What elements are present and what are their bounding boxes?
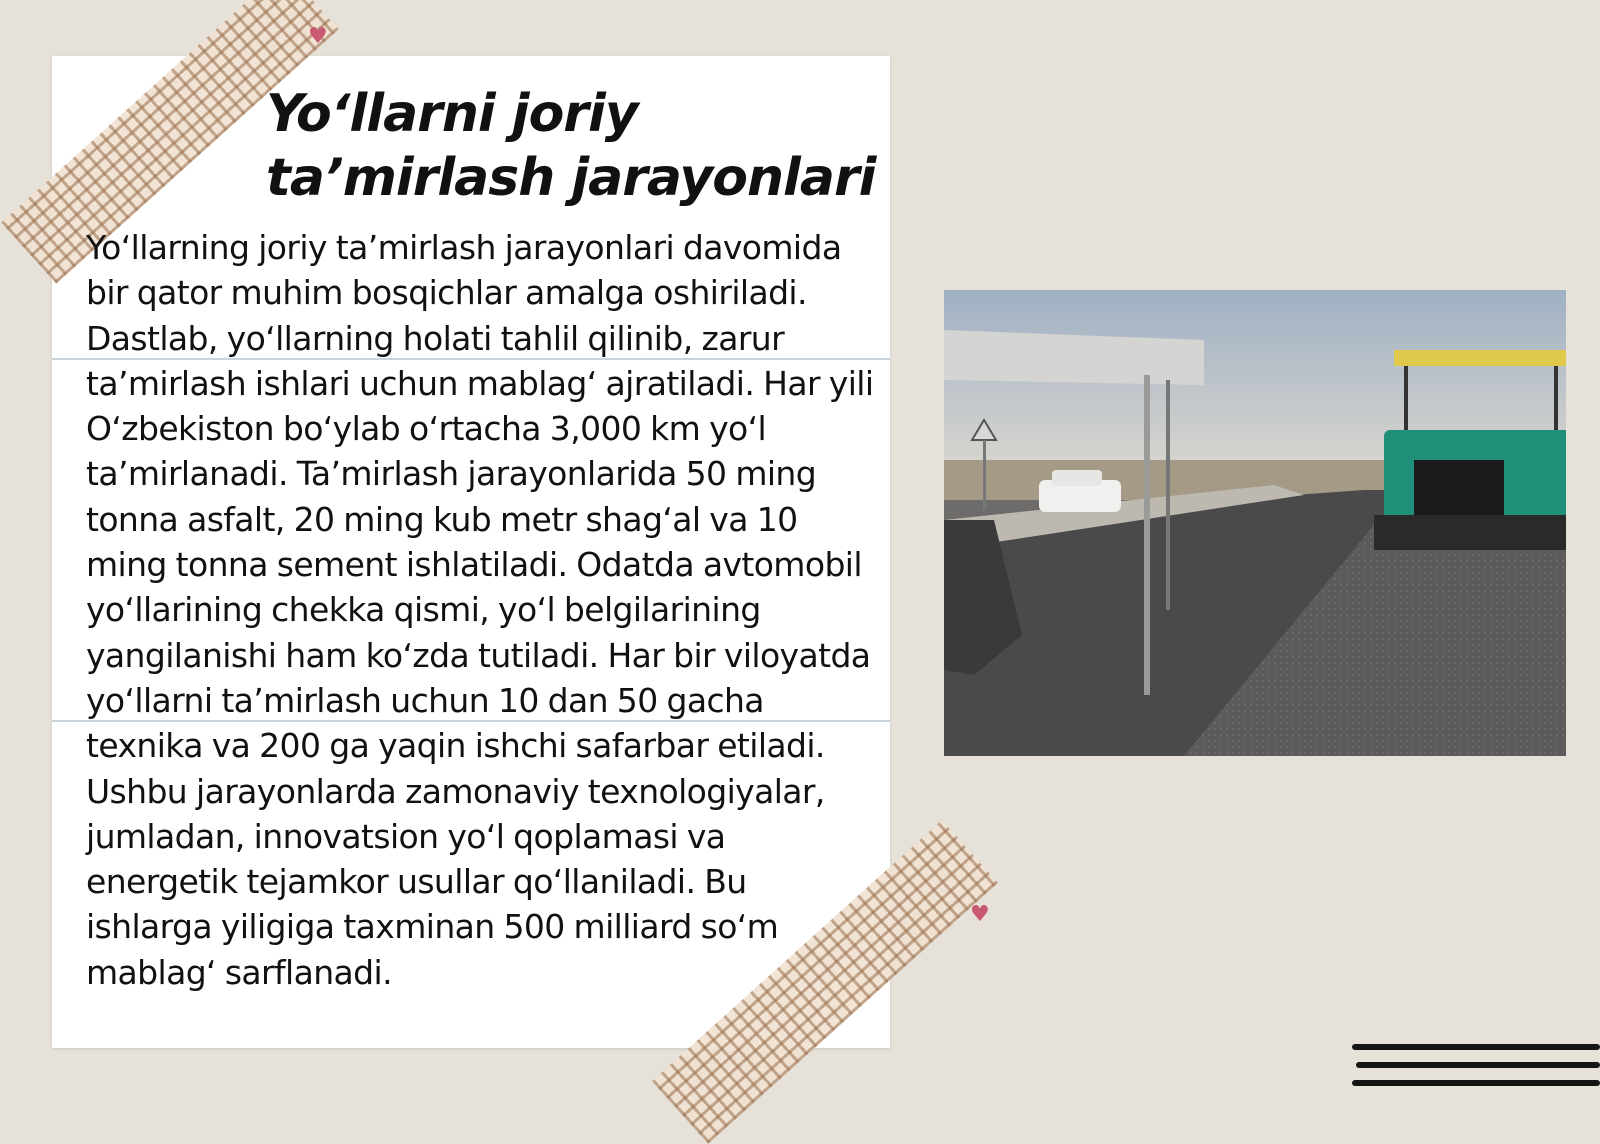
road-paving-photo (944, 290, 1566, 756)
heart-icon: ♥ (308, 24, 328, 49)
slide-body-text: Yo‘llarning joriy ta’mirlash jarayonlari davomida bir qator muhim bosqichlar amalga oshiriladi. Dastlab, yo‘llarning holati tahlil qilinib, zarur ta’mirlash ishlari uchun mablag‘ ajratiladi. Har yili O‘zbekiston bo‘ylab o‘rtacha 3,000 km yo‘l ta’mirlanadi. Ta’mirlash jarayonlarida 50 ming tonna asfalt, 20 ming kub metr shag‘al va 10 ming tonna sement ishlatiladi. Odatda avtomobil yo‘llarining chekka qismi, yo‘l belgilarining yangilanishi ham ko‘zda tutiladi. Har bir viloyatda yo‘llarni ta’mirlash uchun 10 dan 50 gacha texnika va 200 ga yaqin ishchi safarbar etiladi. Ushbu jarayonlarda zamonaviy texnologiyalar, jumladan, innovatsion yo‘l qoplamasi va energetik tejamkor usullar qo‘llaniladi. Bu ishlarga yiligiga taxminan 500 milliard so‘m mablag‘ sarflanadi. (86, 228, 874, 992)
slide-title: Yo‘llarni joriy ta’mirlash jarayonlari (266, 84, 876, 208)
heart-icon: ♥ (970, 902, 990, 927)
decorative-lines (1352, 1044, 1600, 1094)
